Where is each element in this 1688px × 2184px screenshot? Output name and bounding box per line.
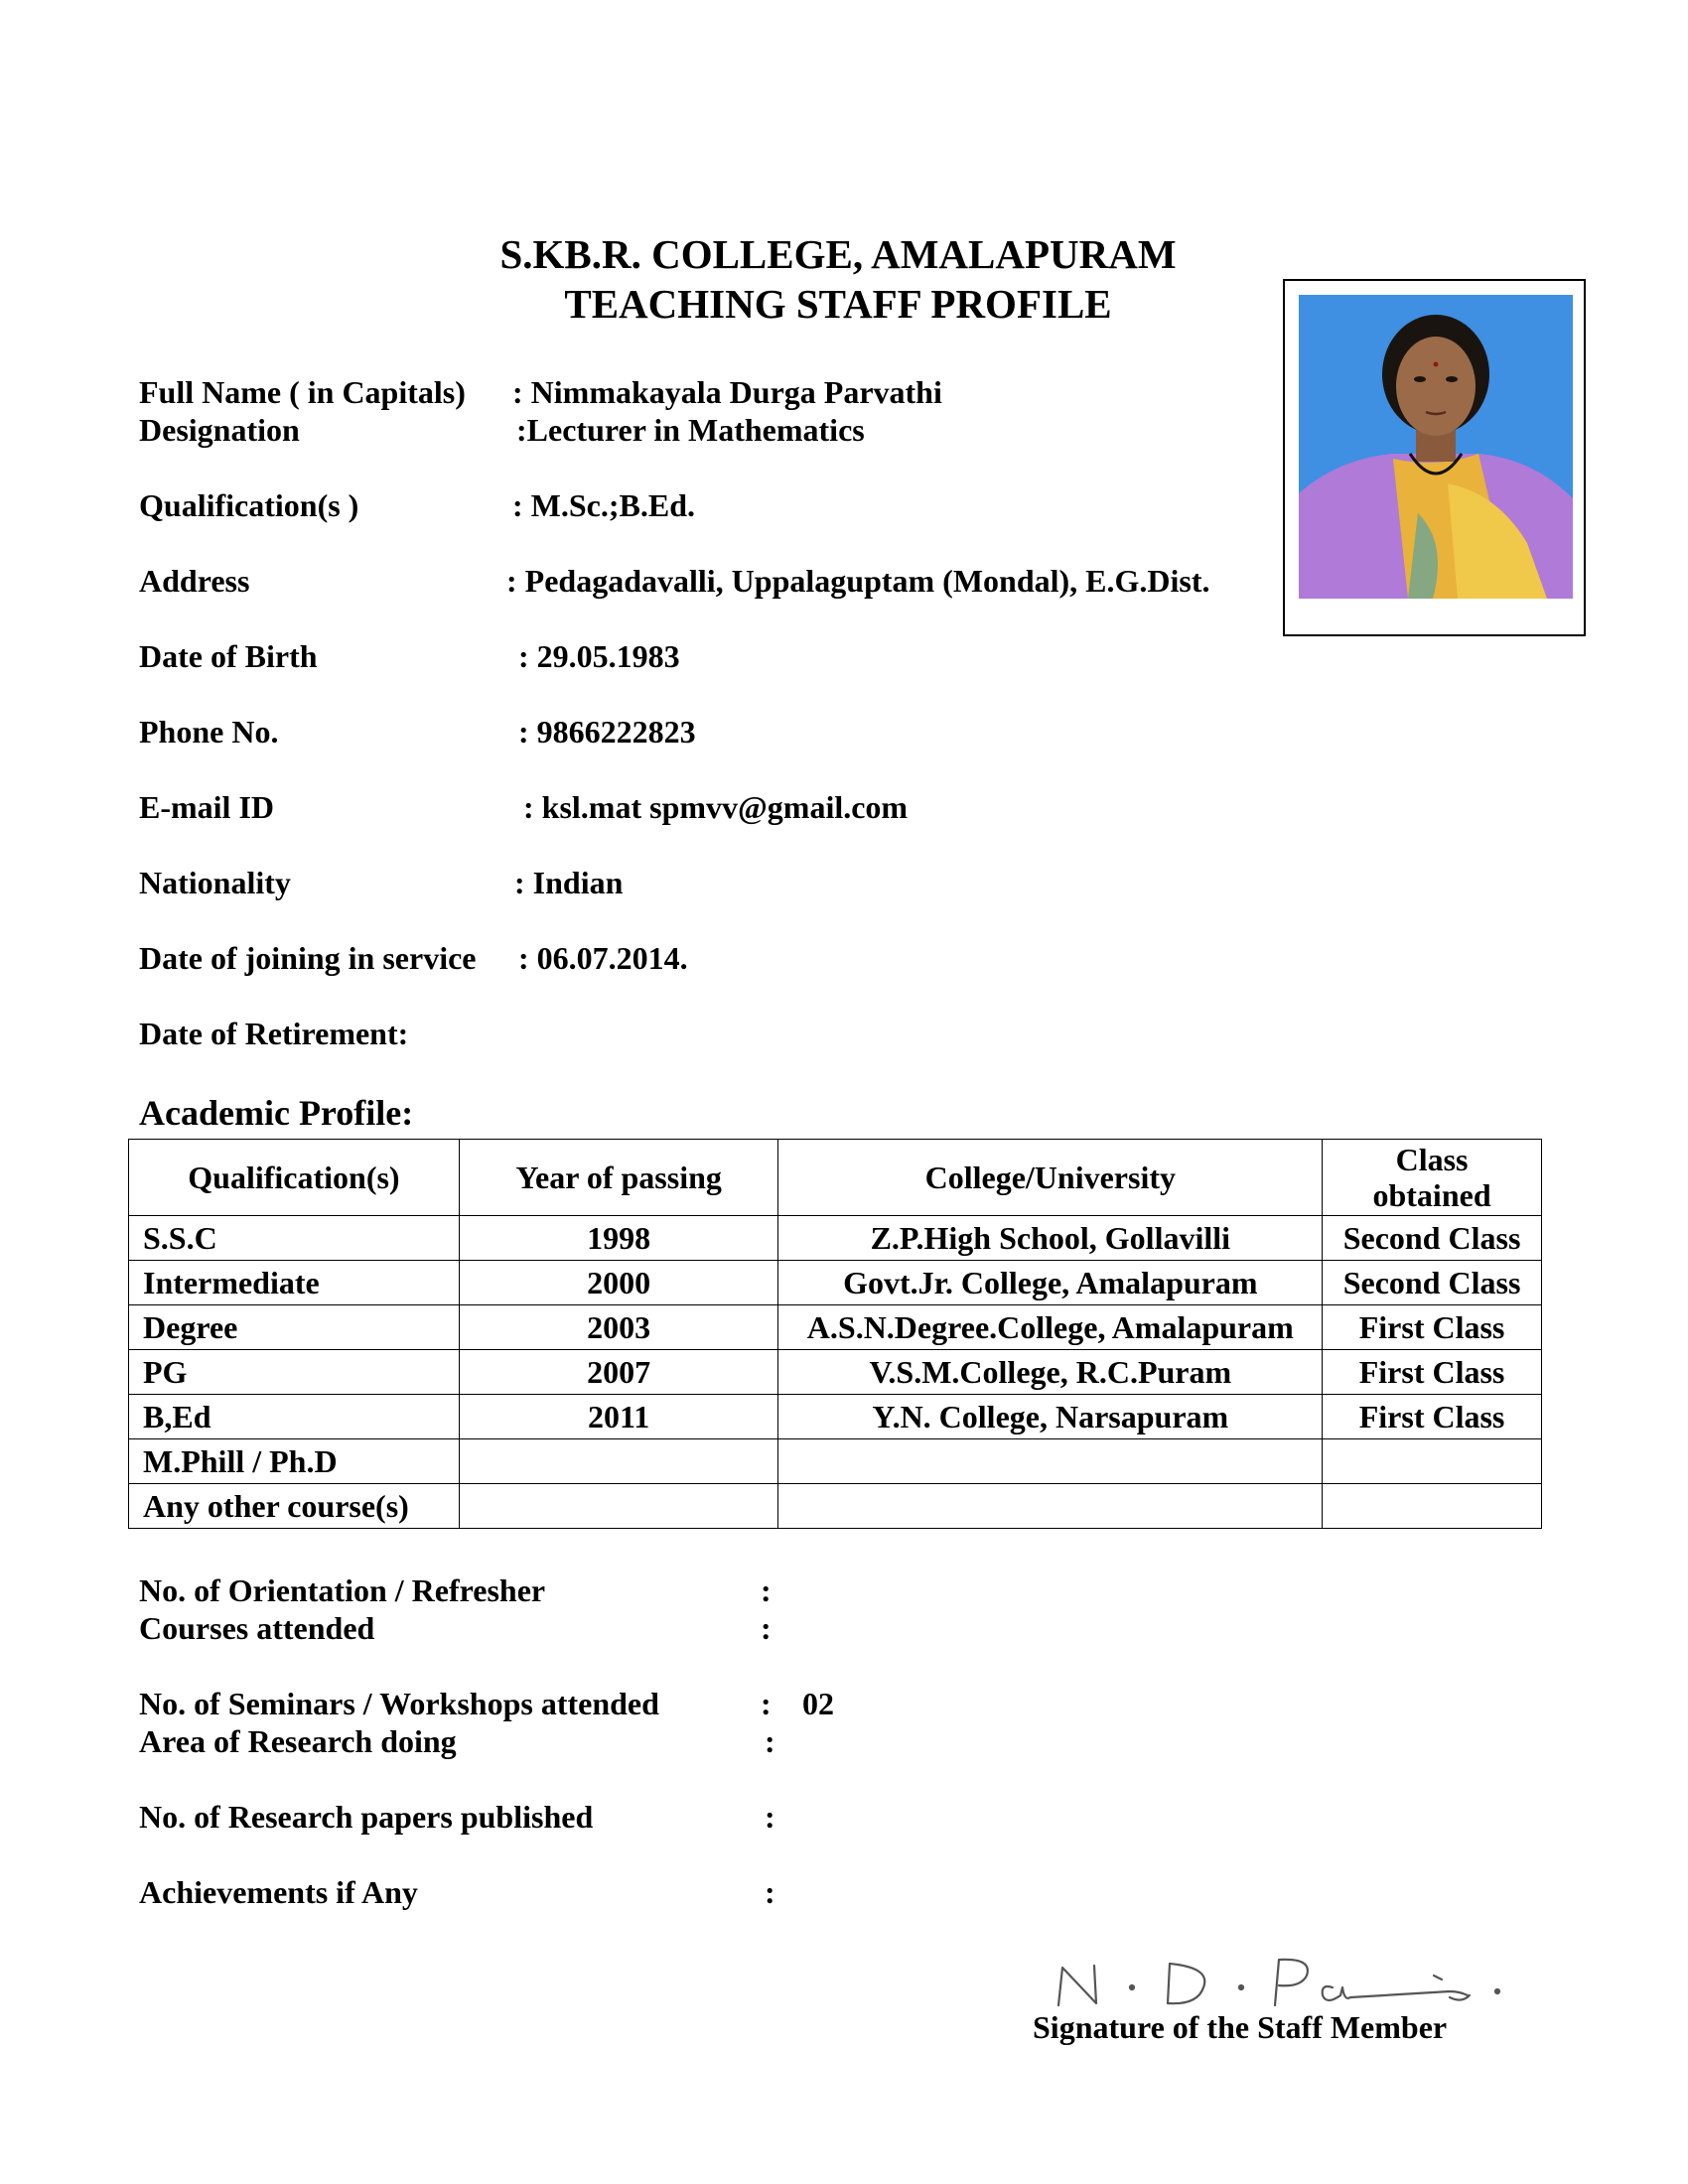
seminars-colon: :	[761, 1686, 772, 1721]
table-cell: PG	[129, 1350, 460, 1395]
table-row	[129, 1439, 1542, 1484]
signature-caption: Signature of the Staff Member	[1033, 2009, 1448, 2045]
email-value: : ksl.mat spmvv@gmail.com	[523, 789, 909, 825]
table-cell	[459, 1439, 778, 1484]
table-row	[129, 1350, 1542, 1395]
column-header: Qualification(s)	[129, 1140, 460, 1216]
table-cell	[459, 1484, 778, 1529]
column-header: College/University	[778, 1140, 1323, 1216]
dob-label: Date of Birth	[139, 638, 318, 674]
photo-frame	[1283, 279, 1586, 636]
seminars-value: 02	[802, 1686, 834, 1721]
qualification-label: Qualification(s )	[139, 487, 359, 523]
table-cell: Second Class	[1323, 1216, 1542, 1261]
dob-value: : 29.05.1983	[518, 638, 680, 674]
address-value: : Pedagadavalli, Uppalaguptam (Mondal), E.G.Dist.	[506, 563, 1210, 599]
email-label: E-mail ID	[139, 789, 274, 825]
courses-attended-label: Courses attended	[139, 1610, 375, 1646]
orientation-label: No. of Orientation / Refresher	[139, 1572, 546, 1608]
table-cell: 2003	[459, 1305, 778, 1350]
academic-profile-title: Academic Profile:	[139, 1093, 414, 1133]
table-cell: First Class	[1323, 1350, 1542, 1395]
seminars-label: No. of Seminars / Workshops attended	[139, 1686, 659, 1721]
table-cell: A.S.N.Degree.College, Amalapuram	[778, 1305, 1323, 1350]
handwritten-signature	[1053, 1946, 1509, 2015]
retirement-date-label: Date of Retirement:	[139, 1016, 409, 1051]
phone-value: : 9866222823	[518, 714, 696, 750]
achievements-label: Achievements if Any	[139, 1874, 418, 1910]
table-row	[129, 1305, 1542, 1350]
research-papers-label: No. of Research papers published	[139, 1799, 594, 1835]
research-area-label: Area of Research doing	[139, 1723, 457, 1759]
nationality-label: Nationality	[139, 865, 291, 900]
designation-label: Designation	[139, 412, 300, 448]
research-area-colon: :	[765, 1723, 775, 1759]
table-cell	[1323, 1484, 1542, 1529]
table-cell: Degree	[129, 1305, 460, 1350]
table-cell: First Class	[1323, 1305, 1542, 1350]
table-row	[129, 1216, 1542, 1261]
table-cell: Y.N. College, Narsapuram	[778, 1395, 1323, 1439]
table-cell: Govt.Jr. College, Amalapuram	[778, 1261, 1323, 1305]
table-row	[129, 1395, 1542, 1439]
full-name-label: Full Name ( in Capitals)	[139, 374, 466, 410]
table-cell: 1998	[459, 1216, 778, 1261]
table-cell	[1323, 1439, 1542, 1484]
table-header-row	[129, 1140, 1542, 1216]
academic-table	[128, 1139, 1542, 1529]
address-label: Address	[139, 563, 250, 599]
table-row	[129, 1484, 1542, 1529]
table-cell: S.S.C	[129, 1216, 460, 1261]
table-cell: Any other course(s)	[129, 1484, 460, 1529]
achievements-colon: :	[765, 1874, 775, 1910]
staff-photo	[1299, 295, 1573, 599]
full-name-value: : Nimmakayala Durga Parvathi	[512, 374, 942, 410]
table-cell: 2000	[459, 1261, 778, 1305]
joining-date-value: : 06.07.2014.	[518, 940, 688, 976]
joining-date-label: Date of joining in service	[139, 940, 477, 976]
table-cell: 2007	[459, 1350, 778, 1395]
table-cell: Z.P.High School, Gollavilli	[778, 1216, 1323, 1261]
orientation-colon: :	[761, 1572, 772, 1608]
table-cell: First Class	[1323, 1395, 1542, 1439]
college-name: S.KB.R. COLLEGE, AMALAPURAM	[499, 231, 1177, 277]
column-header: Class obtained	[1323, 1140, 1542, 1216]
table-cell: M.Phill / Ph.D	[129, 1439, 460, 1484]
qualification-value: : M.Sc.;B.Ed.	[512, 487, 695, 523]
phone-label: Phone No.	[139, 714, 279, 750]
designation-value: :Lecturer in Mathematics	[516, 412, 865, 448]
table-row	[129, 1261, 1542, 1305]
table-cell	[778, 1484, 1323, 1529]
table-cell: V.S.M.College, R.C.Puram	[778, 1350, 1323, 1395]
document-title: TEACHING STAFF PROFILE	[564, 281, 1112, 327]
research-papers-colon: :	[765, 1799, 775, 1835]
table-cell: 2011	[459, 1395, 778, 1439]
nationality-value: : Indian	[514, 865, 624, 900]
table-cell	[778, 1439, 1323, 1484]
column-header: Year of passing	[459, 1140, 778, 1216]
table-cell: Second Class	[1323, 1261, 1542, 1305]
table-cell: Intermediate	[129, 1261, 460, 1305]
table-cell: B,Ed	[129, 1395, 460, 1439]
courses-attended-colon: :	[761, 1610, 772, 1646]
